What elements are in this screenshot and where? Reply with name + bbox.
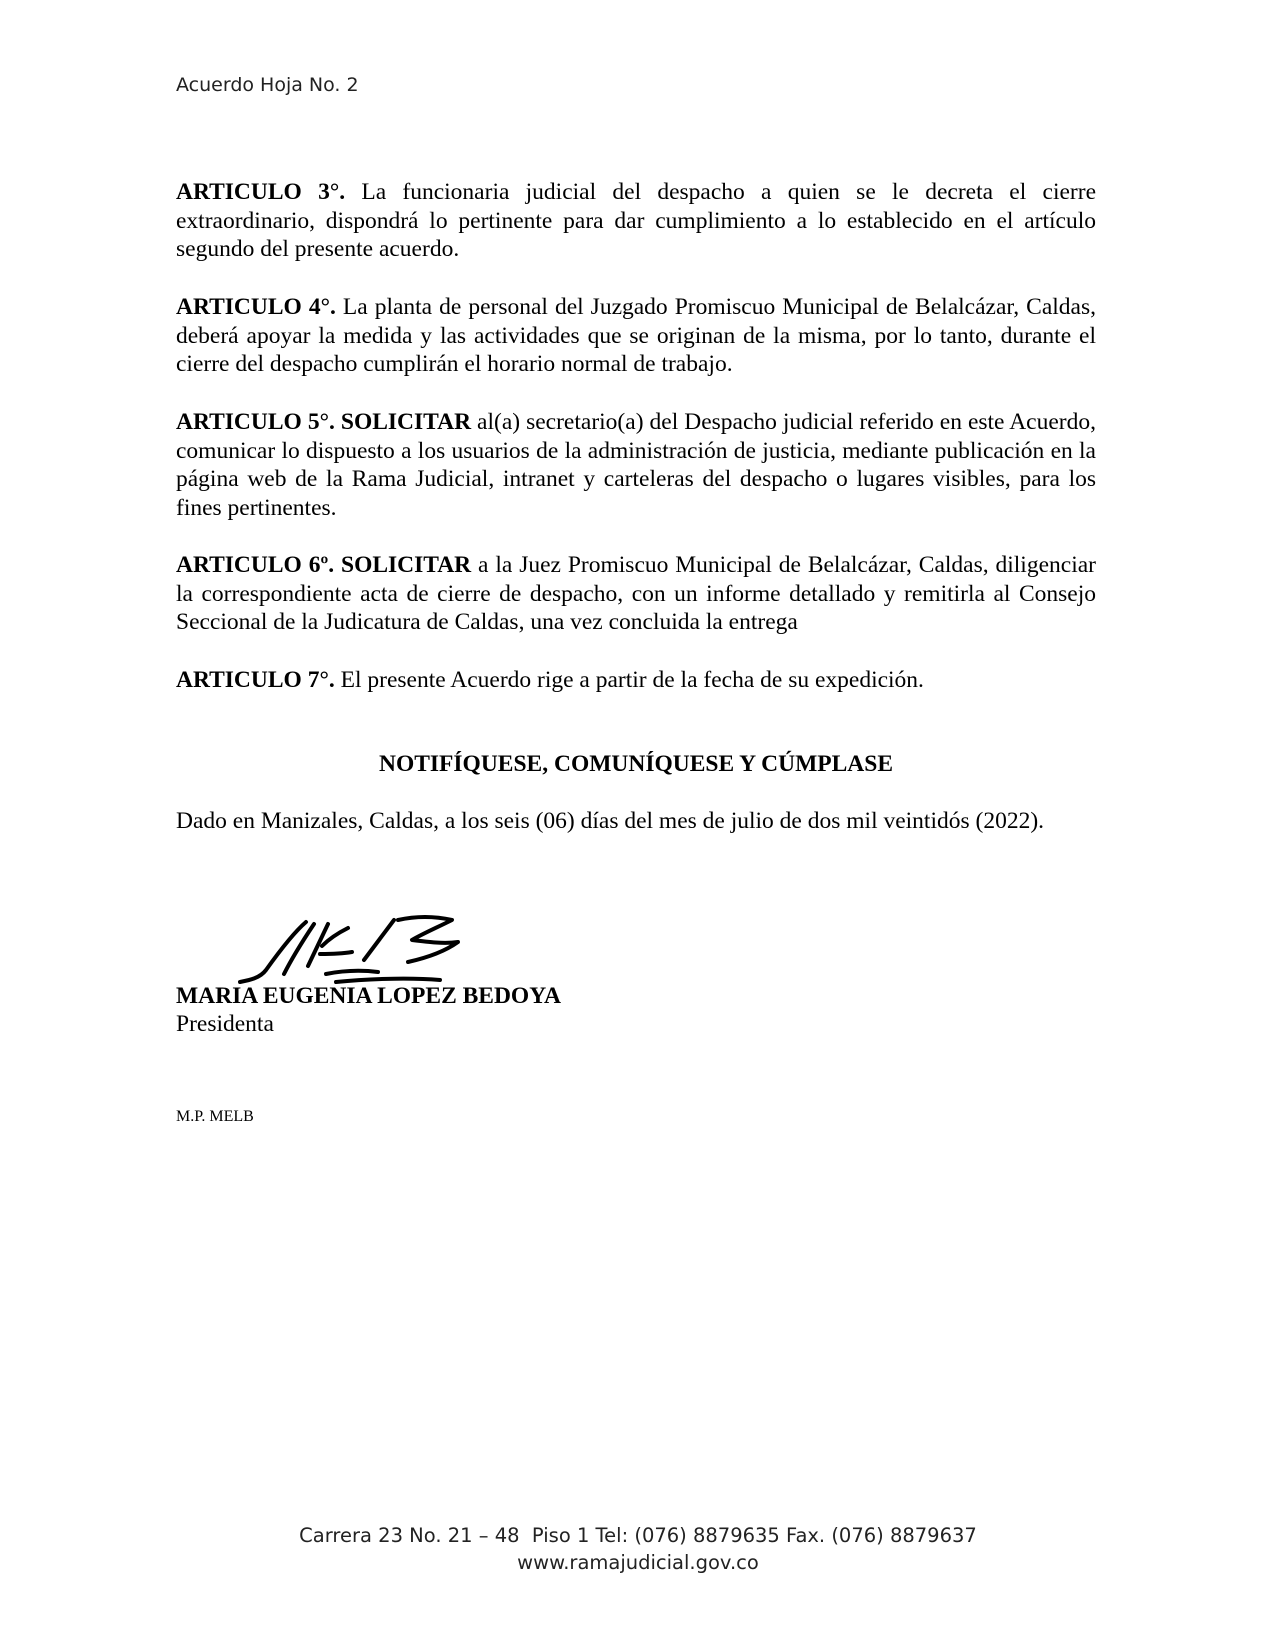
page-footer: [0, 1522, 1276, 1576]
footer-address: Carrera 23 No. 21 – 48 Piso 1 Tel: (076) 8879635 Fax. (076) 8879637: [299, 1524, 977, 1547]
article-6-text: a la Juez Promiscuo Municipal de Belalcázar, Caldas, diligenciar la correspondiente acta de cierre de despacho, con un informe detallado y remitirla al Consejo Seccional de la Judicatura de Caldas, una vez concluida la entrega: [176, 552, 1096, 636]
issue-date-statement: Dado en Manizales, Caldas, a los seis (06) días del mes de julio de dos mil veintidós (2022).: [176, 808, 1045, 834]
article-3: [176, 178, 1096, 264]
signer-name: MARIA EUGENIA LOPEZ BEDOYA: [176, 983, 561, 1009]
article-4: [176, 293, 1096, 379]
article-6-emphasis: SOLICITAR: [334, 552, 472, 578]
article-7: [176, 666, 1096, 695]
article-6: [176, 551, 1096, 637]
article-3-text: La funcionaria judicial del despacho a quien se le decreta el cierre extraordinario, dispondrá lo pertinente para dar cumplimiento a lo establecido en el artículo segundo del presente acuerdo.: [176, 179, 1096, 263]
article-5-emphasis: SOLICITAR: [334, 409, 472, 435]
closing-statement: NOTIFÍQUESE, COMUNÍQUESE Y CÚMPLASE: [378, 751, 894, 777]
signer-role: Presidenta: [176, 1011, 274, 1037]
page-header: Acuerdo Hoja No. 2: [176, 74, 359, 96]
article-6-label: ARTICULO 6º.: [176, 552, 335, 578]
article-4-text: La planta de personal del Juzgado Promiscuo Municipal de Belalcázar, Caldas, deberá apoyar la medida y las actividades que se originan de la misma, por lo tanto, durante el cierre del despacho cumplirán el horario normal de trabajo.: [176, 294, 1096, 378]
footer-website: www.ramajudicial.gov.co: [517, 1551, 759, 1574]
handwritten-signature: [236, 908, 476, 988]
article-7-label: ARTICULO 7°.: [176, 667, 335, 693]
drafter-initials: M.P. MELB: [176, 1108, 254, 1125]
article-4-label: ARTICULO 4°.: [176, 294, 336, 320]
article-5: [176, 408, 1096, 522]
article-3-label: ARTICULO 3°.: [176, 179, 346, 205]
article-7-text: El presente Acuerdo rige a partir de la fecha de su expedición.: [334, 667, 924, 693]
article-5-text: al(a) secretario(a) del Despacho judicial referido en este Acuerdo, comunicar lo dispuesto a los usuarios de la administración de justicia, mediante publicación en la página web de la Rama Judicial, intranet y carteleras del despacho o lugares visibles, para los fines pertinentes.: [176, 409, 1096, 521]
article-5-label: ARTICULO 5°.: [176, 409, 335, 435]
